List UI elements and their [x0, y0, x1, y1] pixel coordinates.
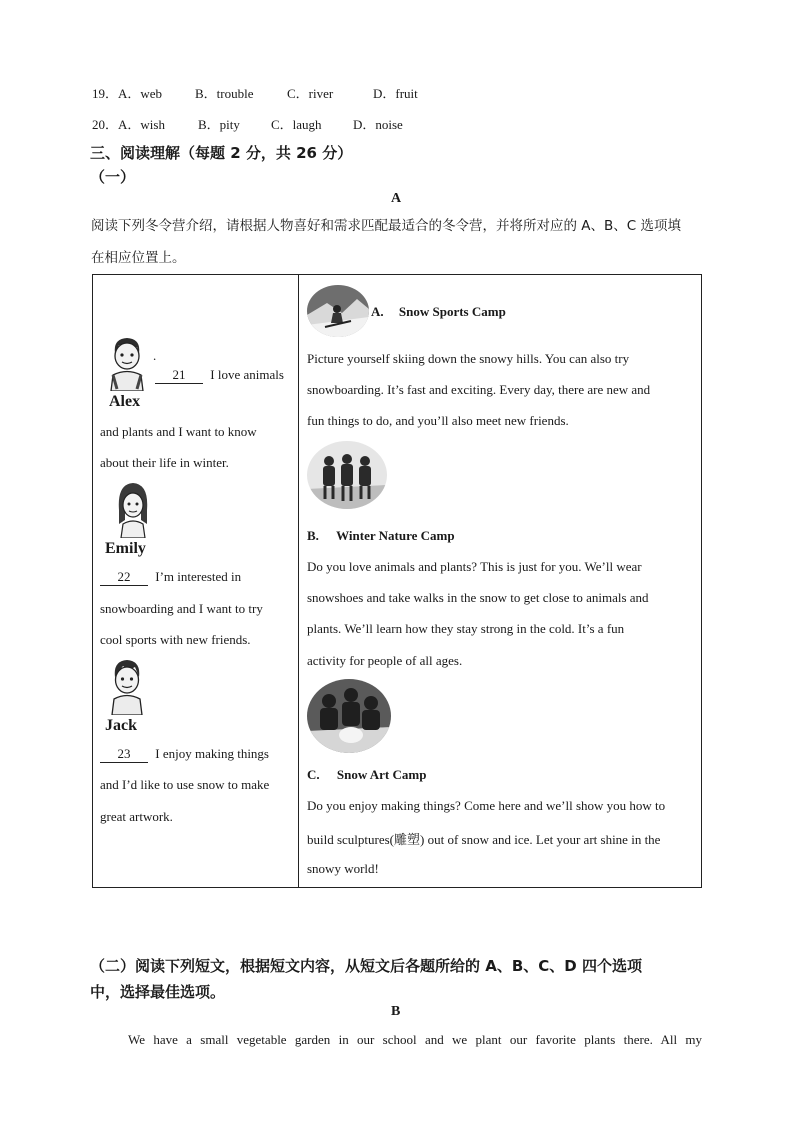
alex-line2: and plants and I want to know — [100, 424, 257, 439]
camp-b-line1: Do you love animals and plants? This is just for you. We’ll wear — [307, 559, 642, 574]
camp-c-label: C. — [307, 767, 320, 782]
camp-a-title — [371, 304, 506, 320]
alex-line1 — [155, 367, 284, 384]
camp-c-title — [307, 767, 426, 783]
camp-b-line3: plants. We’ll learn how they stay strong in the cold. It’s a fun — [307, 621, 625, 636]
passage-b-first-line: We have a small vegetable garden in our school and we plant our favorite plants there. All my — [128, 1032, 702, 1047]
passage-b-letter: B — [391, 1004, 401, 1019]
snow-art-photo-icon — [307, 679, 391, 753]
camp-a-line3: fun things to do, and you’ll also meet new friends. — [307, 413, 569, 428]
emily-avatar-icon — [113, 480, 153, 538]
part-2-instruction-line2: 中，选择最佳选项。 — [90, 983, 226, 1001]
answer-blank-22[interactable]: 22 — [100, 569, 148, 586]
camps-column — [299, 275, 702, 888]
camp-c-line1: Do you enjoy making things? Come here and we’ll show you how to — [307, 798, 666, 813]
people-column — [93, 275, 299, 888]
jack-line1-text: I enjoy making things — [155, 746, 269, 761]
part-1-label: （一） — [90, 168, 136, 186]
emily-line3: cool sports with new friends. — [100, 632, 251, 647]
emily-line1 — [100, 569, 241, 586]
q19-option-b: B．trouble — [195, 86, 254, 101]
passage-a-intro-line1: 阅读下列冬令营介绍，请根据人物喜好和需求匹配最适合的冬令营，并将所对应的 A、B、C 选项填 — [91, 218, 682, 234]
jack-name: Jack — [105, 717, 137, 734]
jack-line3: great artwork. — [100, 809, 173, 824]
passage-a-letter: A — [391, 191, 402, 206]
emily-line1-text: I’m interested in — [155, 569, 242, 584]
q20-option-c: C．laugh — [271, 117, 322, 132]
camp-a-name: Snow Sports Camp — [398, 304, 506, 319]
alex-line3: about their life in winter. — [100, 455, 229, 470]
camp-b-label: B. — [307, 528, 319, 543]
camp-b-line2: snowshoes and take walks in the snow to get close to animals and — [307, 590, 649, 605]
jack-line2: and I’d like to use snow to make — [100, 777, 270, 792]
camp-c-line3: snowy world! — [307, 861, 379, 876]
camp-c-line2: build sculptures(雕塑) out of snow and ice. Let your art shine in the — [307, 832, 661, 847]
emily-line2: snowboarding and I want to try — [100, 601, 263, 616]
question-19 — [92, 83, 418, 102]
passage-a-intro-line2: 在相应位置上。 — [91, 250, 186, 266]
part-2-instruction-line1: （二）阅读下列短文，根据短文内容，从短文后各题所给的 A、B、C、D 四个选项 — [90, 957, 642, 975]
q20-option-b: B．pity — [198, 117, 240, 132]
winter-nature-photo-icon — [307, 441, 387, 509]
camp-b-line4: activity for people of all ages. — [307, 653, 463, 668]
jack-line1 — [100, 746, 269, 763]
camp-a-line2: snowboarding. It’s fast and exciting. Every day, there are new and — [307, 382, 651, 397]
camp-a-label: A. — [371, 304, 384, 319]
alex-avatar-icon — [107, 335, 147, 391]
snow-sports-photo-icon — [307, 285, 369, 337]
q20-option-d: D．noise — [353, 117, 403, 132]
answer-blank-21[interactable]: 21 — [155, 367, 203, 384]
section-3-title: 三、阅读理解（每题 2 分，共 26 分） — [90, 144, 353, 162]
alex-line1-text: I love animals — [210, 367, 284, 382]
q19-option-c: C．river — [287, 86, 334, 101]
q19-option-a: 19．A．web — [92, 86, 163, 101]
question-20 — [92, 114, 403, 133]
camp-b-title — [307, 528, 455, 544]
emily-name: Emily — [105, 540, 146, 557]
camp-b-name: Winter Nature Camp — [336, 528, 455, 543]
q19-option-d: D．fruit — [373, 86, 418, 101]
answer-blank-23[interactable]: 23 — [100, 746, 148, 763]
camp-a-line1: Picture yourself skiing down the snowy hills. You can also try — [307, 351, 630, 366]
alex-dot: . — [153, 348, 157, 363]
q20-option-a: 20．A．wish — [92, 117, 165, 132]
alex-name: Alex — [109, 393, 141, 410]
camp-matching-table — [92, 274, 702, 888]
jack-avatar-icon — [107, 657, 147, 715]
camp-c-name: Snow Art Camp — [336, 767, 427, 782]
